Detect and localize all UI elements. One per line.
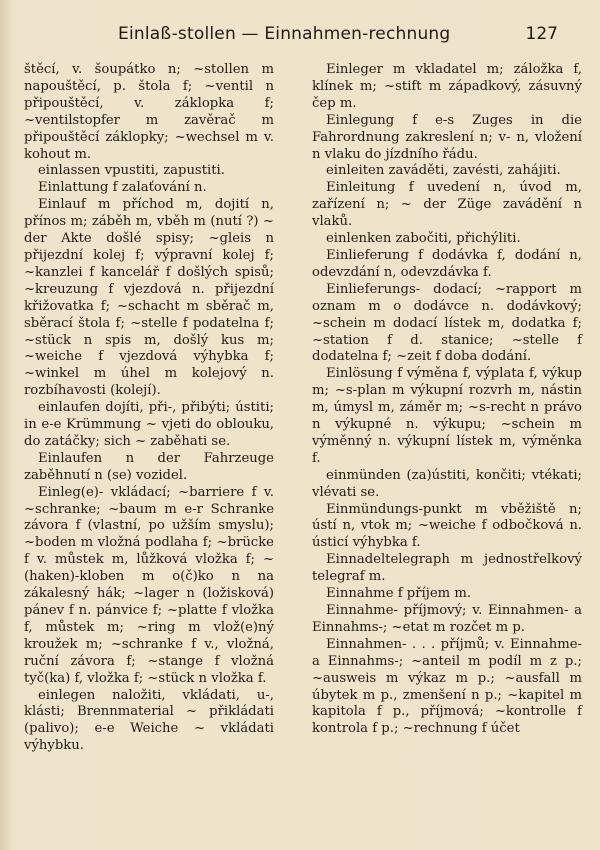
dictionary-entry: Einlösung f výměna f, výplata f, výkup m; ~s-plan m výkupní rozvrh m, nástin m, úmysl m, záměr m; ~s-recht n právo n výkupné n. výkupu; ~schein m výměnný n. výkupní lístek m, výměnka f. (312, 366, 582, 466)
dictionary-entry: Einmündungs-punkt m vběžiště n; ústí n, vtok m; ~weiche f odbočková n. ústicí výhybka f. (312, 501, 582, 551)
dictionary-entry: Einlauf m příchod m, dojití n, přínos m; záběh m, vběh m (nutí ?) ~ der Akte došlé spisy; ~gleis n přijezdní kolej f; výpravní kolej f; ~kanzlei f kancelář f došlých spisů; ~kreuzung f vjezdová n. přijezdní křižovatka f; ~schacht m sběrač m, sběrací štola f; ~stelle f podatelna f; ~stück n spis m, došlý kus m; ~weiche f vjezdová výhybka f; ~winkel m úhel m kolejový n. rozbíhavosti (kolejí). (24, 197, 274, 399)
dictionary-entry: einlassen vpustiti, zapustiti. (38, 163, 225, 179)
dictionary-entry: Einlieferung f dodávka f, dodání n, odevzdání n, odevzdávka f. (312, 247, 582, 280)
dictionary-entry: Einnahmen- . . . příjmů; v. Einnahme- a Einnahms-; ~anteil m podíl m z p.; ~ausweis m výkaz m p.; ~ausfall m úbytek m p., zmenšení n p.; ~kapitel m kapitola f p., příjmová; ~kontrolle f kontrola f p.; ~rechnung f účet (312, 636, 582, 737)
dictionary-entry: Einnadeltelegraph m jednostřelkový telegraf m. (312, 552, 582, 585)
dictionary-entry: einmünden (za)ústiti, končiti; vtékati; vlévati se. (312, 467, 582, 500)
running-head-text: Einlaß-stollen — Einnahmen-rechnung (118, 24, 451, 44)
dictionary-entry: Einnahme f příjem m. (326, 586, 472, 602)
dictionary-entry: Einleitung f uvedení n, úvod m, zařízení n; ~ der Züge zavádění n vlaků. (312, 180, 582, 230)
dictionary-entry: einleiten zaváděti, zavésti, zahájiti. (326, 163, 561, 179)
dictionary-entry: einlegen naložiti, vkládati, u-, klásti; Brennmaterial ~ přikládati (palivo); e-e Weiche ~ vkládati výhybku. (24, 687, 274, 754)
dictionary-entry: einlaufen dojíti, při-, přibýti; ústiti; in e-e Krümmung ~ vjeti do oblouku, do zatáčky; sich ~ zaběhati se. (24, 400, 274, 449)
dictionary-entry: Einleger m vkladatel m; záložka f, klínek m; ~stift m západkový, zásuvný čep m. (312, 62, 582, 111)
dictionary-entry: Einnahme- příjmový; v. Einnahmen- a Einnahms-; ~etat m rozčet m p. (312, 603, 582, 635)
dictionary-entry: Einlegung f e-s Zuges in die Fahrordnung zakreslení n; v- n, vložení n vlaku do jízdního řádu. (312, 112, 582, 162)
page-number: 127 (525, 24, 558, 44)
left-column (24, 62, 274, 830)
running-head (24, 18, 582, 46)
dictionary-entry: Einlieferungs- dodací; ~rapport m oznam m o dodávce n. dodávkový; ~schein m dodací lístek m, dodatka f; ~station f d. stanice; ~stelle f dodatelna f; ~zeit f doba dodání. (312, 281, 582, 365)
text-columns (24, 62, 580, 830)
dictionary-entry: Einlaufen n der Fahrzeuge zaběhnutí n (se) vozidel. (24, 450, 274, 483)
dictionary-entry: Einleg(e)- vkládací; ~barriere f v. ~schranke; ~baum m e-r Schranke závora f (vlastní, po užším smyslu); ~boden m vložná podlaha f; ~brücke f v. můstek m, lůžková vložka f; ~(haken)-kloben m o(č)ko n na zákalesný hák; ~lager n (ložisková) pánev f n. pánvice f; ~platte f vložka f, můstek m; ~ring m vlož(e)ný kroužek m; ~schranke f v., vložná, ruční závora f; ~stange f vložná tyč(ka) f, vložka f; ~stück n vložka f. (24, 484, 274, 686)
dictionary-entry: einlenken zabočiti, přichýliti. (326, 231, 521, 247)
right-column (312, 62, 582, 830)
dictionary-entry: štěcí, v. šoupátko n; ~stollen m napouštěcí, p. štola f; ~ventil n připouštěcí, v. záklopka f; ~ventilstopfer m zavěrač m připouštěcí záklopky; ~wechsel m v. kohout m. (24, 62, 274, 162)
dictionary-entry: Einlattung f zalaťování n. (38, 180, 207, 196)
